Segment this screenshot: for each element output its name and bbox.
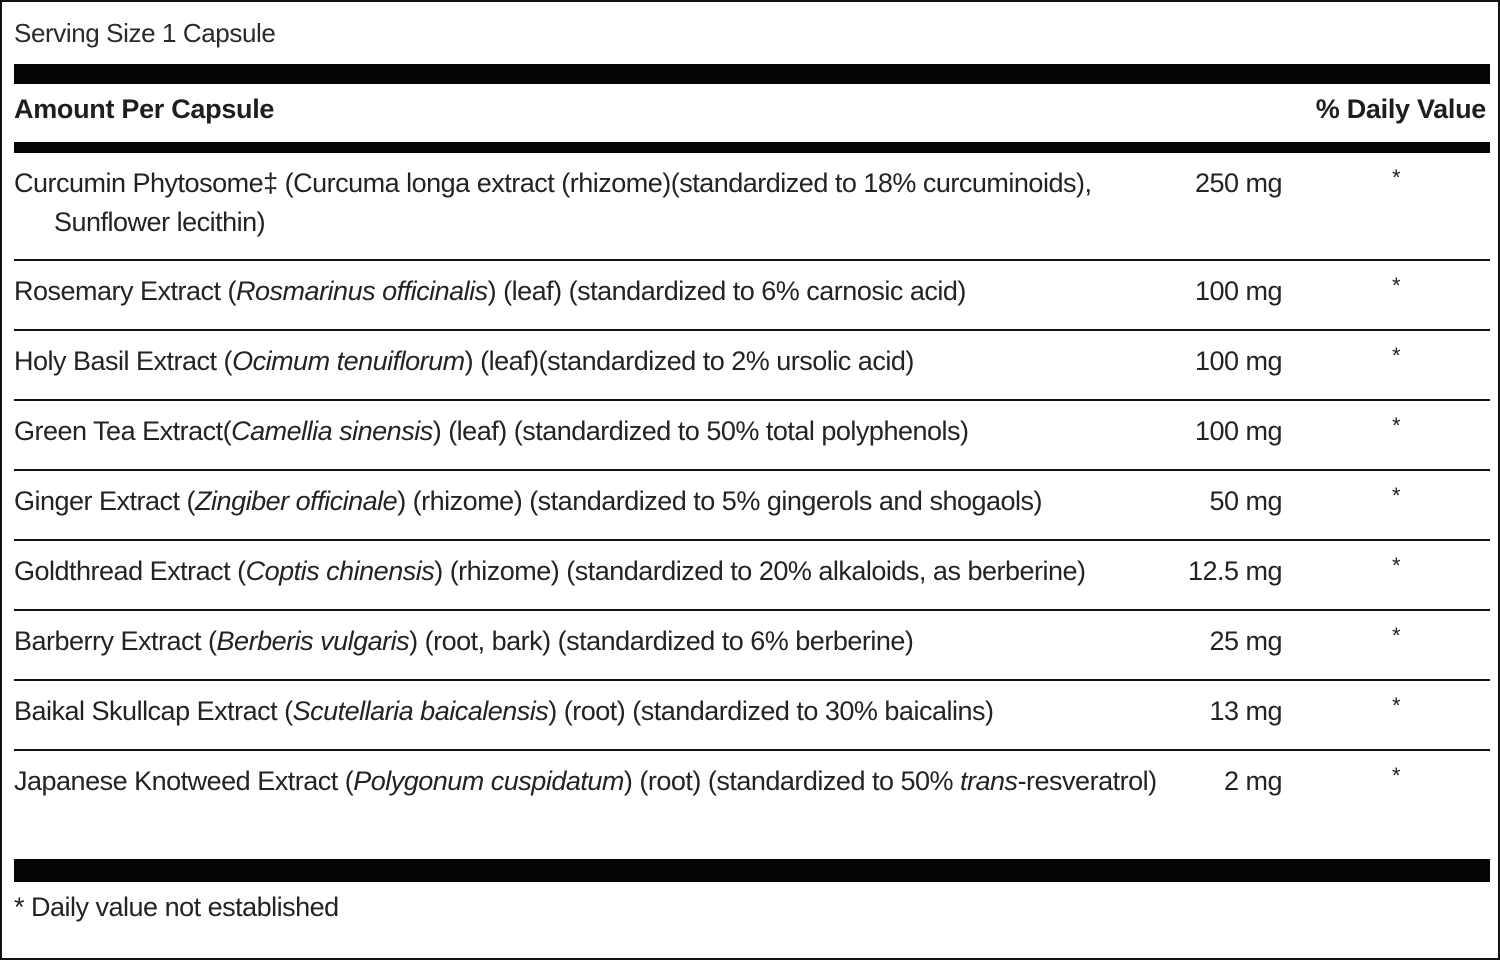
ingredient-row xyxy=(14,611,1490,681)
ingredient-daily-value: * xyxy=(1392,483,1401,508)
ingredient-daily-value: * xyxy=(1392,273,1401,298)
footnote: * Daily value not established xyxy=(14,892,339,922)
ingredient-amount: 100 mg xyxy=(1194,276,1282,306)
ingredient-name: Japanese Knotweed Extract (Polygonum cuspidatum) (root) (standardized to 50% trans-resveratrol) xyxy=(14,766,1157,796)
ingredient-row xyxy=(14,331,1490,401)
daily-value-header: % Daily Value xyxy=(1315,94,1486,124)
ingredient-daily-value: * xyxy=(1392,553,1401,578)
ingredient-daily-value: * xyxy=(1392,623,1401,648)
ingredient-row xyxy=(14,751,1490,857)
ingredient-name: Holy Basil Extract (Ocimum tenuiflorum) (leaf)(standardized to 2% ursolic acid) xyxy=(14,346,914,376)
ingredient-amount: 100 mg xyxy=(1194,346,1282,376)
ingredient-name: Goldthread Extract (Coptis chinensis) (rhizome) (standardized to 20% alkaloids, as berberine) xyxy=(14,556,1086,586)
ingredient-name: Barberry Extract (Berberis vulgaris) (root, bark) (standardized to 6% berberine) xyxy=(14,626,914,656)
ingredient-row xyxy=(14,401,1490,471)
ingredient-row xyxy=(14,681,1490,751)
ingredient-amount: 25 mg xyxy=(1209,626,1282,656)
ingredient-name: Green Tea Extract(Camellia sinensis) (leaf) (standardized to 50% total polyphenols) xyxy=(14,416,969,446)
ingredient-amount: 2 mg xyxy=(1223,766,1282,796)
amount-per-capsule-header: Amount Per Capsule xyxy=(14,94,275,124)
ingredient-amount: 12.5 mg xyxy=(1187,556,1282,586)
ingredient-name: Ginger Extract (Zingiber officinale) (rhizome) (standardized to 5% gingerols and shogaols) xyxy=(14,486,1043,516)
ingredient-amount: 50 mg xyxy=(1209,486,1282,516)
header-divider-bar xyxy=(14,142,1490,153)
ingredient-daily-value: * xyxy=(1392,413,1401,438)
ingredient-daily-value: * xyxy=(1392,693,1401,718)
ingredient-row xyxy=(14,153,1490,261)
bottom-divider-bar xyxy=(14,859,1490,882)
ingredient-name: Baikal Skullcap Extract (Scutellaria baicalensis) (root) (standardized to 30% baicalins) xyxy=(14,696,994,726)
ingredient-amount: 13 mg xyxy=(1209,696,1282,726)
top-divider-bar xyxy=(14,64,1490,84)
ingredient-name: Curcumin Phytosome‡ (Curcuma longa extract (rhizome)(standardized to 18% curcuminoids), Sunflower lecithin) xyxy=(14,168,1092,237)
serving-size: Serving Size 1 Capsule xyxy=(14,18,276,48)
ingredient-name: Rosemary Extract (Rosmarinus officinalis) (leaf) (standardized to 6% carnosic acid) xyxy=(14,276,966,306)
ingredient-amount: 250 mg xyxy=(1194,168,1282,198)
ingredient-amount: 100 mg xyxy=(1194,416,1282,446)
ingredient-daily-value: * xyxy=(1392,343,1401,368)
ingredient-daily-value: * xyxy=(1392,763,1401,788)
ingredient-row xyxy=(14,261,1490,331)
ingredient-list xyxy=(14,153,1490,857)
ingredient-row xyxy=(14,471,1490,541)
ingredient-row xyxy=(14,541,1490,611)
ingredient-daily-value: * xyxy=(1392,165,1401,190)
